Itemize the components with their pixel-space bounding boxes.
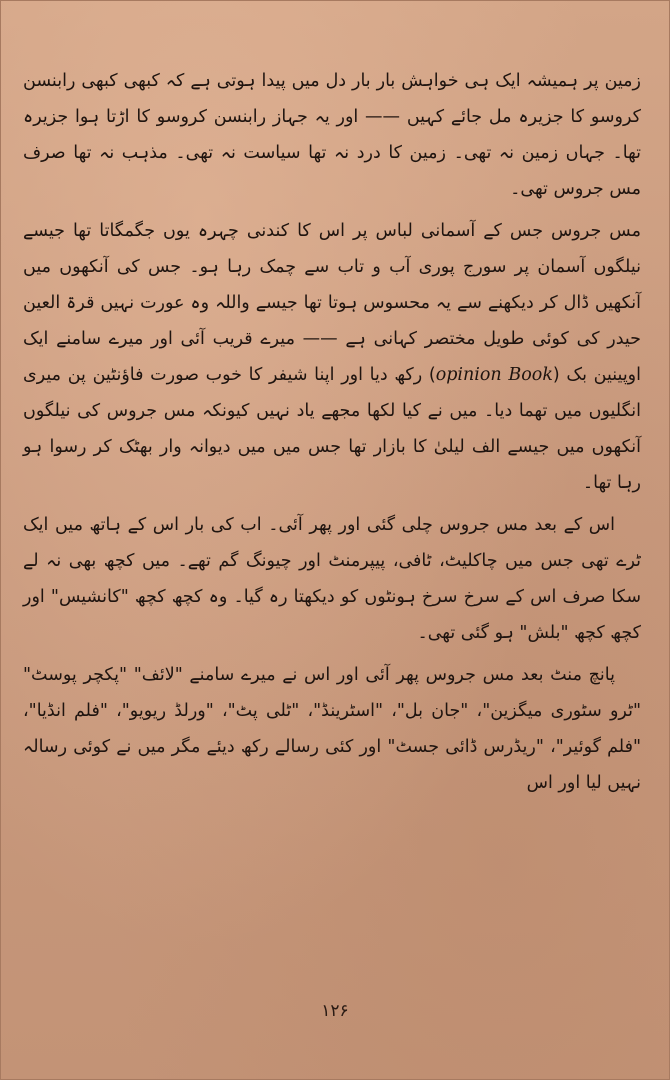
paragraph-2-text-a: مس جروس جس کے آسمانی لباس پر اس کا کندنی چہرہ یوں جگمگاتا تھا جیسے نیلگوں آسمان پر سورج پوری آب و تاب سے چمک رہا ہو۔ جس کی آنکھوں میں آنکھیں ڈال کر دیکھنے سے یہ محسوس ہوتا تھا جیسے واللہ وہ عورت نہیں قرۃ العین حیدر کی کوئی طویل مختصر کہانی ہے —— میرے قریب آئی اور میرے سامنے ایک اوپینین بک (	[23, 221, 641, 385]
paragraph-4-text: پانچ منٹ بعد مس جروس پھر آئی اور اس نے میرے سامنے "لائف" "پکچر پوسٹ" "ٹرو سٹوری میگزین"، "جان بل"، "اسٹرینڈ"، "ٹلی پٹ"، "ورلڈ ریویو"، "فلم انڈیا"، "فلم گوئیر"، "ریڈرس ڈائی جسٹ" اور کئی رسالے رکھ دیئے مگر میں نے کوئی رسالہ نہیں لیا اور اس	[23, 665, 641, 793]
paragraph-4	[23, 657, 641, 801]
paragraph-2	[23, 213, 641, 501]
paragraph-2-latin-term: opinion Book	[435, 365, 553, 385]
text-body	[23, 63, 641, 807]
page-number: ۱۲۶	[321, 1001, 349, 1021]
paragraph-2-text-b: ) رکھ دیا اور اپنا شیفر کا خوب صورت فاؤنٹین پن میری انگلیوں میں تھما دیا۔ میں نے کیا لکھا مجھے یاد نہیں کیونکہ مس جروس کی نیلگوں آنکھوں میں جیسے الف لیلیٰ کا بازار تھا جس میں میں دیوانہ وار بھٹک کر رسوا ہو رہا تھا۔	[23, 365, 641, 493]
paragraph-3	[23, 507, 641, 651]
paragraph-1-text: زمین پر ہمیشہ ایک ہی خواہش بار بار دل میں پیدا ہوتی ہے کہ کبھی کبھی رابنسن کروسو کا جزیرہ مل جائے کہیں —— اور یہ جہاز رابنسن کروسو کا اڑتا ہوا جزیرہ تھا۔ جہاں زمین نہ تھی۔ زمین کا درد نہ تھا سیاست نہ تھی۔ مذہب نہ تھا صرف مس جروس تھی۔	[23, 71, 641, 199]
paragraph-1	[23, 63, 641, 207]
paragraph-3-text: اس کے بعد مس جروس چلی گئی اور پھر آئی۔ اب کی بار اس کے ہاتھ میں ایک ٹرے تھی جس میں چاکلیٹ، ٹافی، پیپرمنٹ اور چیونگ گم تھے۔ میں کچھ بھی نہ لے سکا صرف اس کے سرخ سرخ ہونٹوں کو دیکھتا رہ گیا۔ وہ کچھ کچھ "کانشیس" اور کچھ کچھ "بلش" ہو گئی تھی۔	[23, 515, 641, 643]
